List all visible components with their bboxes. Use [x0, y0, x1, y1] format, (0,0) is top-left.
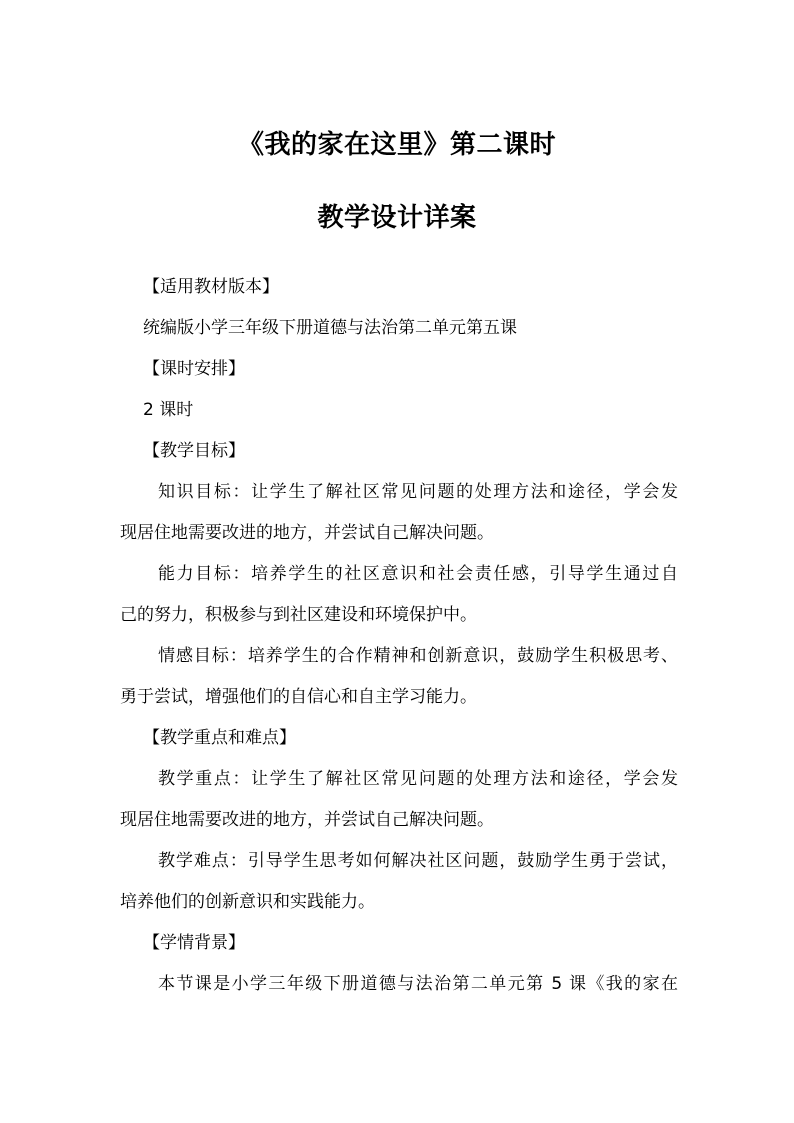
key-point-line-1: 教学重点：让学生了解社区常见问题的处理方法和途径，学会发: [158, 769, 678, 789]
section-heading-background: 【学情背景】: [143, 933, 245, 953]
emotion-objective-line-1: 情感目标：培养学生的合作精神和创新意识，鼓励学生积极思考、: [158, 646, 678, 666]
key-point-line-2: 现居住地需要改进的地方，并尝试自己解决问题。: [120, 810, 494, 830]
knowledge-objective-line-2: 现居住地需要改进的地方，并尝试自己解决问题。: [120, 523, 494, 543]
difficulty-line-2: 培养他们的创新意识和实践能力。: [120, 892, 375, 912]
schedule-text: 2 课时: [143, 400, 194, 420]
section-heading-objectives: 【教学目标】: [143, 441, 245, 461]
section-heading-textbook-version: 【适用教材版本】: [143, 277, 279, 297]
document-subtitle: 教学设计详案: [317, 203, 477, 233]
section-heading-key-points: 【教学重点和难点】: [143, 728, 296, 748]
document-body: [120, 267, 678, 1005]
document-title: 《我的家在这里》第二课时: [237, 130, 556, 160]
section-heading-schedule: 【课时安排】: [143, 359, 245, 379]
knowledge-objective-line-1: 知识目标：让学生了解社区常见问题的处理方法和途径，学会发: [158, 482, 678, 502]
emotion-objective-line-2: 勇于尝试，增强他们的自信心和自主学习能力。: [120, 687, 477, 707]
ability-objective-line-1: 能力目标：培养学生的社区意识和社会责任感，引导学生通过自: [158, 564, 678, 584]
difficulty-line-1: 教学难点：引导学生思考如何解决社区问题，鼓励学生勇于尝试，: [158, 851, 678, 871]
background-line-1: 本节课是小学三年级下册道德与法治第二单元第 5 课《我的家在: [158, 974, 678, 994]
textbook-version-text: 统编版小学三年级下册道德与法治第二单元第五课: [143, 318, 517, 338]
ability-objective-line-2: 己的努力，积极参与到社区建设和环境保护中。: [120, 605, 477, 625]
